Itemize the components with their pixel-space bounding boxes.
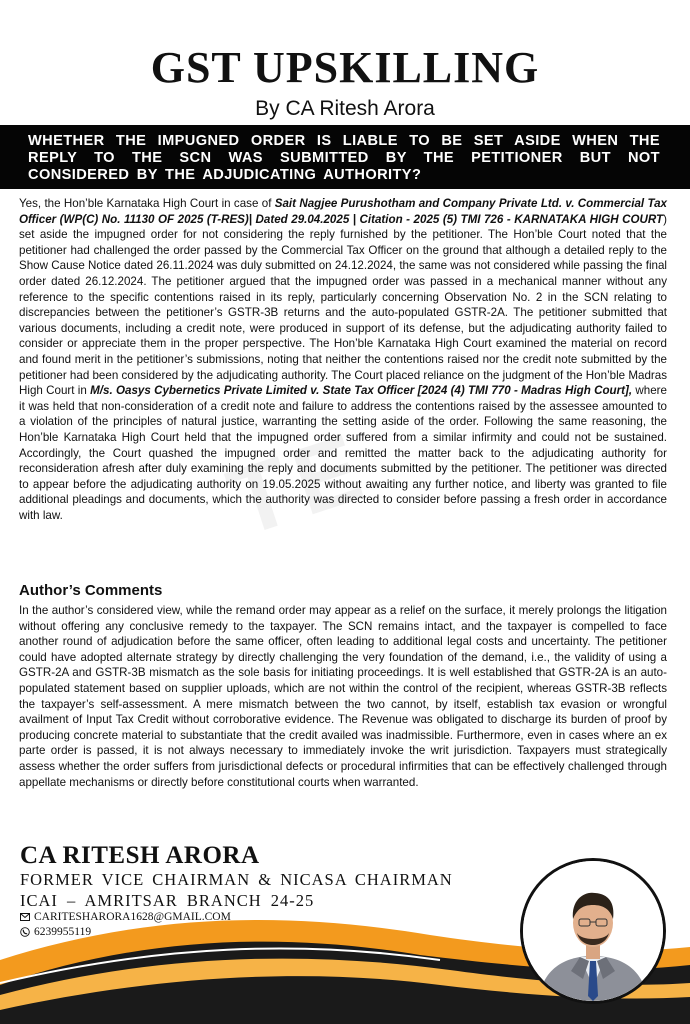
contact-phone[interactable] xyxy=(20,926,91,938)
body-paragraph xyxy=(19,196,667,523)
comments-text: In the author’s considered view, while the remand order may appear as a relief on the surface, it merely prolongs the litigation without offering any conclusive remedy to the taxpayer. The SCN remains intact, and the taxpayer is compelled to face another round of adjudication before the same officer, often leading to additional legal costs and uncertainty. The petitioner could have adopted alternate strategy by directly challenging the very foundation of the demand, i.e., the validity of using a GSTR-2A and GSTR-3B mismatch as the sole basis for initiating proceedings. It is well established that GSTR-2A is an auto-populated statement based on supplier uploads, which are not within the control of the recipient, whereas GSTR-3B reflects the taxpayer’s self-assessment. A mere mismatch between the two cannot, by itself, establish tax evasion or wrongful availment of Input Tax Credit without corroborative evidence. The Revenue was obligated to discharge its burden of proof by producing concrete material to substantiate that the credit availed was inadmissible. Furthermore, even in cases where an ex parte order is passed, it is not always necessary to immediately invoke the writ jurisdiction. Taxpayers must strategically assess whether the order suffers from jurisdictional defects or procedural infirmities that can be effectively challenged through appellate mechanisms or directly before constitutional courts when warranted. xyxy=(19,604,667,789)
case-citation-2: M/s. Oasys Cybernetics Private Limited v. State Tax Officer [2024 (4) TMI 770 - Madras High Court], xyxy=(90,384,633,398)
banner-question: WHETHER THE IMPUGNED ORDER IS LIABLE TO BE SET ASIDE WHEN THE REPLY TO THE SCN WAS SUBMITTED BY THE PETITIONER BUT NOT CONSIDERED BY THE ADJUDICATING AUTHORITY? xyxy=(28,133,660,183)
byline: By CA Ritesh Arora xyxy=(255,97,435,120)
case-citation-1: Sait Nagjee Purushotham and Company Private Ltd. v. Commercial Tax Officer (WP(C) No. 11130 OF 2025 (T-RES)| Dated 29.04.2025 | Citation - 2025 (5) TMI 726 - KARNATAKA HIGH COURT xyxy=(19,197,667,226)
body-main: ) set aside the impugned order for not considering the reply furnished by the petitioner. The Hon’ble Court noted that the petitioner had challenged the order passed by the Commercial Tax Officer on the ground that although a detailed reply to the Show Cause Notice dated 26.11.2024 was duly submitted on 24.12.2024, the same was not considered while passing the final order dated 26.12.2024. The petitioner argued that the impugned order was passed in a mechanical manner without any reference to the specific contentions raised in its reply, particularly concerning Observation No. 2 in the SCN relating to discrepancies between the petitioner’s GSTR-3B returns and the auto-populated GSTR-2A. The petitioner submitted that various documents, including a credit note, were produced in support of its defense, but the adjudicating authority failed to consider or appreciate them in the proper perspective. The Hon’ble Karnataka High Court examined the material on record and found merit in the petitioner’s submissions, noting that neither the contentions raised nor the credit note submitted by the petitioner had been considered by the adjudicating authority. The Court placed reliance on the judgment of the Hon’ble Madras High Court in xyxy=(19,212,667,398)
contact-email[interactable] xyxy=(20,911,231,923)
phone-text[interactable]: 6239955119 xyxy=(34,926,92,938)
author-name: CA RITESH ARORA xyxy=(20,842,260,869)
mail-icon xyxy=(20,912,30,922)
comments-heading: Author’s Comments xyxy=(19,582,163,599)
watermark: TE xyxy=(216,412,382,557)
page-title: GST UPSKILLING xyxy=(150,43,540,92)
author-branch: ICAI – AMRITSAR BRANCH 24-25 xyxy=(20,891,315,910)
email-text[interactable]: CARITESHARORA1628@GMAIL.COM xyxy=(34,911,231,923)
phone-icon xyxy=(20,927,30,937)
body-conclusion: where it was held that non-consideration of a credit note and failure to address the contentions raised by the assessee amounted to a violation of the principles of natural justice, warranting the setting aside of the order. Following the same reasoning, the Hon’ble Karnataka High Court held that the impugned order suffered from a similar infirmity and could not be sustained. Accordingly, the Court quashed the impugned order and remitted the matter back to the adjudicating authority for reconsideration afresh after duly examining the reply and documents submitted by the petitioner. The petitioner was directed to appear before the adjudicating authority on 19.05.2025 without awaiting any further notice, and liberty was granted to file additional pleadings and documents, which the authority was directed to consider before passing a fresh order in accordance with law. xyxy=(19,384,667,522)
author-role: FORMER VICE CHAIRMAN & NICASA CHAIRMAN xyxy=(20,870,453,889)
author-photo xyxy=(520,858,666,1004)
portrait-icon xyxy=(523,861,663,1001)
body-intro: Yes, the Hon’ble Karnataka High Court in case of xyxy=(19,197,275,210)
question-banner xyxy=(0,125,690,189)
